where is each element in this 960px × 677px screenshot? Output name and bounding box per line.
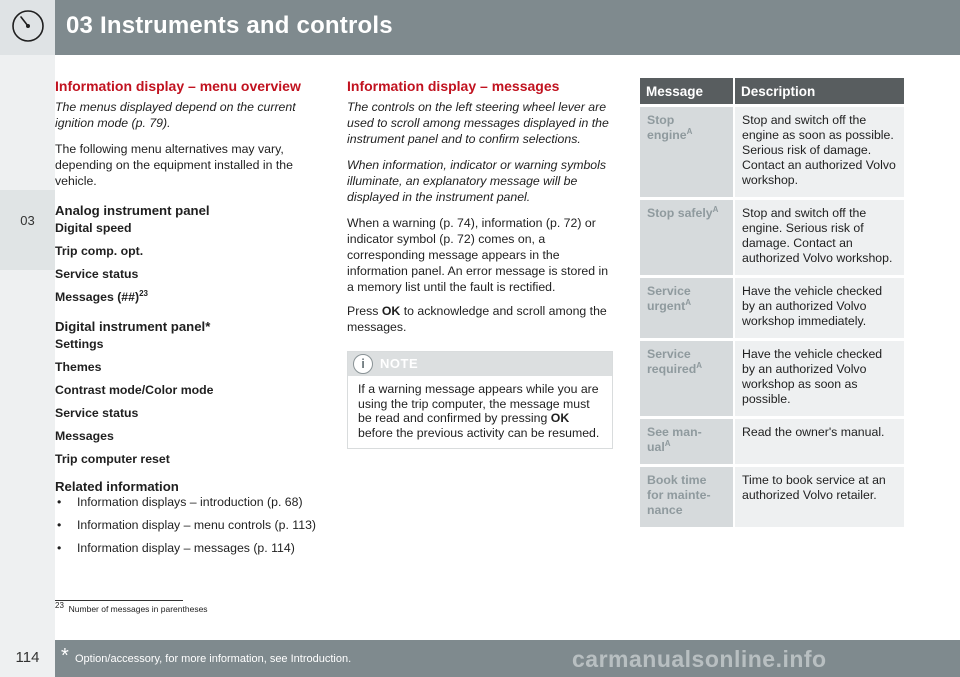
menu-item: Trip comp. opt. — [55, 244, 144, 258]
note-title: NOTE — [380, 356, 419, 371]
section-title-messages: Information display – messages — [347, 78, 560, 94]
messages-body: When a warning (p. 74), information (p. 72) or indicator symbol (p. 72) comes on, a corresponding message appears in the information panel. An error message is stored in a memory list until the fault is rectified. — [347, 216, 609, 294]
description-cell: Stop and switch off the engine as soon as possible. Serious risk of damage. Contact an authorized Volvo workshop. — [735, 104, 904, 197]
table-row — [640, 275, 904, 338]
ok-key-label: OK — [381, 304, 401, 318]
text: to acknowledge and scroll among the messages. — [347, 304, 607, 334]
menu-item: Digital speed — [55, 221, 132, 235]
menu-item: Themes — [55, 360, 102, 374]
footnote-marker: A — [685, 297, 692, 307]
column-header-description: Description — [735, 78, 904, 104]
message-cell: Service urgent$^A$ — [640, 275, 735, 338]
chapter-tab — [0, 190, 55, 270]
menu-item: Service status — [55, 267, 139, 281]
chapter-side-strip — [0, 55, 55, 640]
speedometer-gauge-icon — [10, 8, 46, 44]
note-header — [348, 352, 612, 376]
message-cell: Stop engine$^A$ — [640, 104, 735, 197]
asterisk-icon: * — [61, 645, 69, 667]
footnote-marker: A — [712, 204, 719, 214]
related-link[interactable] — [55, 541, 330, 556]
message-cell: Book time for mainte- nance — [640, 464, 735, 527]
message-cell: Service required$^A$ — [640, 338, 735, 416]
menu-item: Service status — [55, 406, 139, 420]
note-box — [347, 351, 613, 449]
bullet: • — [57, 541, 62, 555]
related-link[interactable] — [55, 518, 330, 533]
text: Press — [347, 304, 382, 318]
related-link[interactable] — [55, 495, 330, 510]
footnote-text: Number of messages in parentheses — [68, 604, 208, 614]
text: If a warning message appears while you are using the trip computer, the message must be read and confirmed by pressing — [358, 382, 599, 425]
messages-press-ok — [347, 303, 615, 335]
ok-key-label: OK — [550, 411, 570, 425]
menu-item: Messages — [55, 429, 114, 443]
menu-item: Contrast mode/Color mode — [55, 383, 214, 397]
footnote-divider — [55, 600, 183, 601]
table-header-row — [640, 78, 904, 104]
page-number-tab — [0, 640, 55, 677]
menu-item: Trip computer reset — [55, 452, 170, 466]
page-number: 114 — [15, 649, 40, 666]
menu-overview-body: The following menu alternatives may vary, depending on the equipment installed in the vehicle. — [55, 142, 293, 188]
message-cell: Stop safely$^A$ — [640, 197, 735, 275]
footnote-marker: A — [686, 126, 693, 136]
messages-table-column — [640, 78, 905, 527]
section-title-menu-overview: Information display – menu overview — [55, 78, 301, 94]
related-info-list — [55, 495, 330, 556]
description-cell: Have the vehicle checked by an authorized Volvo workshop immediately. — [735, 275, 904, 338]
column-header-message: Message — [640, 78, 735, 104]
analog-panel-heading: Analog instrument panel — [55, 203, 210, 218]
table-row — [640, 464, 904, 527]
related-link-text[interactable]: Information displays – introduction (p. 68) — [77, 495, 303, 509]
bullet: • — [57, 495, 62, 509]
table-row — [640, 338, 904, 416]
digital-panel-heading: Digital instrument panel* — [55, 319, 211, 334]
description-cell: Stop and switch off the engine. Serious risk of damage. Contact an authorized Volvo workshop. — [735, 197, 904, 275]
messages-intro-1: The controls on the left steering wheel lever are used to scroll among messages displayed in the instrument panel and to confirm selections. — [347, 100, 609, 146]
message-cell: See man- ual$^A$ — [640, 416, 735, 464]
related-link-text[interactable]: Information display – menu controls (p. 113) — [77, 518, 316, 532]
menu-item-messages — [55, 289, 330, 305]
messages-column — [347, 78, 615, 449]
note-body — [348, 376, 612, 448]
footnote-number: 23 — [55, 601, 64, 611]
footnote-ref[interactable]: 23 — [139, 288, 148, 298]
table-row — [640, 197, 904, 275]
bullet: • — [57, 518, 62, 532]
menu-item: Settings — [55, 337, 104, 351]
footnote-marker: A — [696, 360, 702, 370]
menu-overview-column — [55, 78, 330, 564]
text: before the previous activity can be resumed. — [358, 425, 600, 440]
footnote — [55, 601, 208, 614]
menu-item-label: Messages (##) — [55, 290, 140, 304]
info-icon: i — [353, 354, 373, 374]
description-cell: Time to book service at an authorized Volvo retailer. — [735, 464, 904, 527]
footer-note: Option/accessory, for more information, see Introduction. — [75, 653, 352, 665]
table-row — [640, 104, 904, 197]
messages-intro-2: When information, indicator or warning symbols illuminate, an explanatory message will be displayed in the instrument panel. — [347, 158, 607, 204]
watermark: carmanualsonline.info — [572, 646, 827, 672]
related-link-text[interactable]: Information display – messages (p. 114) — [77, 541, 295, 555]
page-title: 03 Instruments and controls — [66, 12, 393, 39]
related-info-heading: Related information — [55, 479, 179, 494]
menu-overview-intro: The menus displayed depend on the current ignition mode (p. 79). — [55, 100, 296, 130]
header-icon-tab — [0, 0, 55, 55]
description-cell: Have the vehicle checked by an authorized Volvo workshop as soon as possible. — [735, 338, 904, 416]
description-cell: Read the owner's manual. — [735, 416, 904, 464]
footnote-marker: A — [664, 438, 671, 448]
table-row — [640, 416, 904, 464]
page-header — [0, 0, 960, 55]
chapter-tab-label: 03 — [20, 213, 35, 228]
messages-table — [640, 78, 904, 527]
